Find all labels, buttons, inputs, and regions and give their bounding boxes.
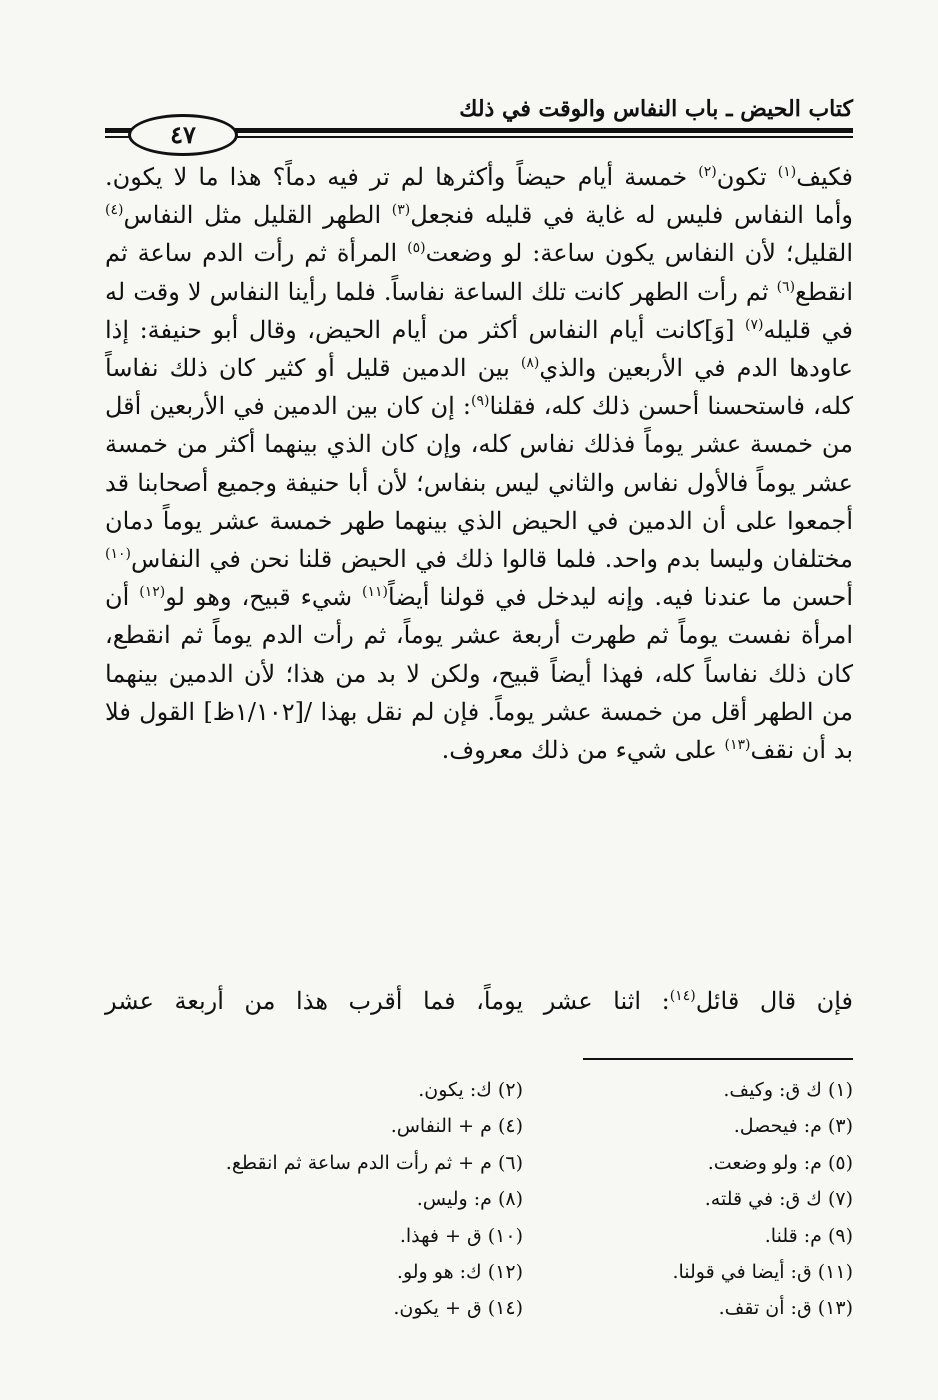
- footnote-item: (٩) م: قلنا.: [764, 1224, 853, 1247]
- footnote-item: (١١) ق: أيضا في قولنا.: [672, 1260, 853, 1283]
- footnote-item: (٦) م + ثم رأت الدم ساعة ثم انقطع.: [225, 1151, 523, 1174]
- footnotes: [140, 1072, 853, 1327]
- text-run: : اثنا عشر يوماً، فما أقرب هذا من أربعة عشر: [105, 987, 670, 1015]
- text-run: على شيء من ذلك معروف.: [441, 736, 725, 765]
- text-run: فإن قال قائل: [695, 987, 854, 1015]
- main-paragraph: [105, 158, 853, 769]
- footnote-ref: (١٠): [105, 546, 131, 563]
- page-number: ٤٧: [128, 114, 238, 156]
- text-run: أن امرأة نفست يوماً ثم طهرت أربعة عشر يوماً، ثم رأت الدم يوماً ثم انقطع، كان ذلك نفاساً كله، فهذا أيضاً قبيح، ولكن لا بد من هذا؛ لأن الدمين بينهما من الطهر أقل من خمسة عشر يوماً. فإن لم نقل بهذا /[١/١٠٢ظ] القول فلا بد أن نقف: [105, 583, 853, 765]
- text-run: أحسن ما عندنا فيه. وإنه ليدخل في قولنا أيضاً: [388, 583, 854, 612]
- footnote-rule: [583, 1058, 853, 1060]
- footnote-ref: (٩): [471, 393, 490, 410]
- running-header-title: كتاب الحيض ـ باب النفاس والوقت في ذلك: [459, 96, 853, 122]
- text-run: القليل؛ لأن النفاس يكون ساعة: لو وضعت: [425, 239, 853, 268]
- text-run: فكيف: [796, 163, 853, 191]
- text-run: شيء قبيح، وهو لو: [165, 583, 363, 612]
- text-run: [وَ]كانت أيام النفاس أكثر من أيام الحيض، وقال أبو حنيفة: إذا عاودها الدم في الأربعين والذي: [105, 315, 853, 383]
- footnote-item: (٤) م + النفاس.: [390, 1115, 523, 1138]
- text-run: ثم رأت الطهر كانت تلك الساعة نفاساً. فلما رأينا النفاس لا وقت له في قليله: [105, 277, 854, 344]
- footnote-ref: (١٢): [139, 584, 166, 601]
- continuation-line: [105, 982, 853, 1020]
- footnote-item: (١) ك ق: وكيف.: [723, 1079, 853, 1101]
- text-run: : إن كان بين الدمين في الأربعين أقل من خمسة عشر يوماً فذلك نفاس كله، وإن كان الذي بينهما أكثر من خمسة عشر يوماً فالأول نفاس والثاني ليس بنفاس؛ لأن أبا حنيفة وجميع أصحابنا قد أجمعوا على أن الدمين في الحيض الذي بينهما طهر خمسة عشر يوماً دمان مختلفان وليسا بدم واحد. فلما قالوا ذلك في الحيض قلنا نحن في النفاس: [105, 392, 853, 574]
- text-run: خمسة أيام حيضاً وأكثرها لم تر فيه دماً؟ هذا ما لا يكون. وأما النفاس فليس له غاية في قليله فنجعل: [105, 163, 854, 230]
- footnote-ref: (٢): [698, 164, 717, 180]
- footnote-item: (٨) م: وليس.: [416, 1188, 523, 1211]
- footnote-ref: (٤): [105, 202, 124, 219]
- footnote-ref: (٨): [520, 355, 540, 372]
- text-run: بين الدمين قليل أو كثير كان ذلك نفاساً كله، فاستحسنا أحسن ذلك كله، فقلنا: [105, 354, 853, 421]
- footnote-ref: (٦): [776, 278, 796, 295]
- footnote-item: (٥) م: ولو وضعت.: [707, 1151, 853, 1174]
- footnote-item: (١٠) ق + فهذا.: [399, 1224, 523, 1247]
- text-run: الطهر القليل مثل النفاس: [123, 201, 392, 230]
- footnote-ref: (١٤): [669, 988, 696, 1004]
- footnote-ref: (٣): [391, 202, 411, 219]
- footnote-ref: (٧): [745, 316, 764, 333]
- main-text: [105, 158, 853, 769]
- text-run: تكون: [716, 163, 778, 191]
- footnote-item: (١٤) ق + يكون.: [393, 1297, 523, 1320]
- footnote-item: (٣) م: فيحصل.: [733, 1115, 853, 1138]
- footnote-ref: (١): [777, 164, 797, 180]
- footnote-item: (٧) ك ق: في قلته.: [704, 1188, 853, 1211]
- footnote-ref: (١١): [362, 584, 388, 601]
- text-run: المرأة ثم رأت الدم ساعة ثم انقطع: [105, 239, 853, 306]
- footnote-item: (٢) ك: يكون.: [418, 1079, 523, 1101]
- footnote-item: (١٢) ك: هو ولو.: [396, 1260, 523, 1283]
- footnote-item: (١٣) ق: أن تقف.: [718, 1297, 853, 1320]
- footnote-ref: (١٣): [724, 737, 751, 754]
- footnote-ref: (٥): [407, 240, 426, 257]
